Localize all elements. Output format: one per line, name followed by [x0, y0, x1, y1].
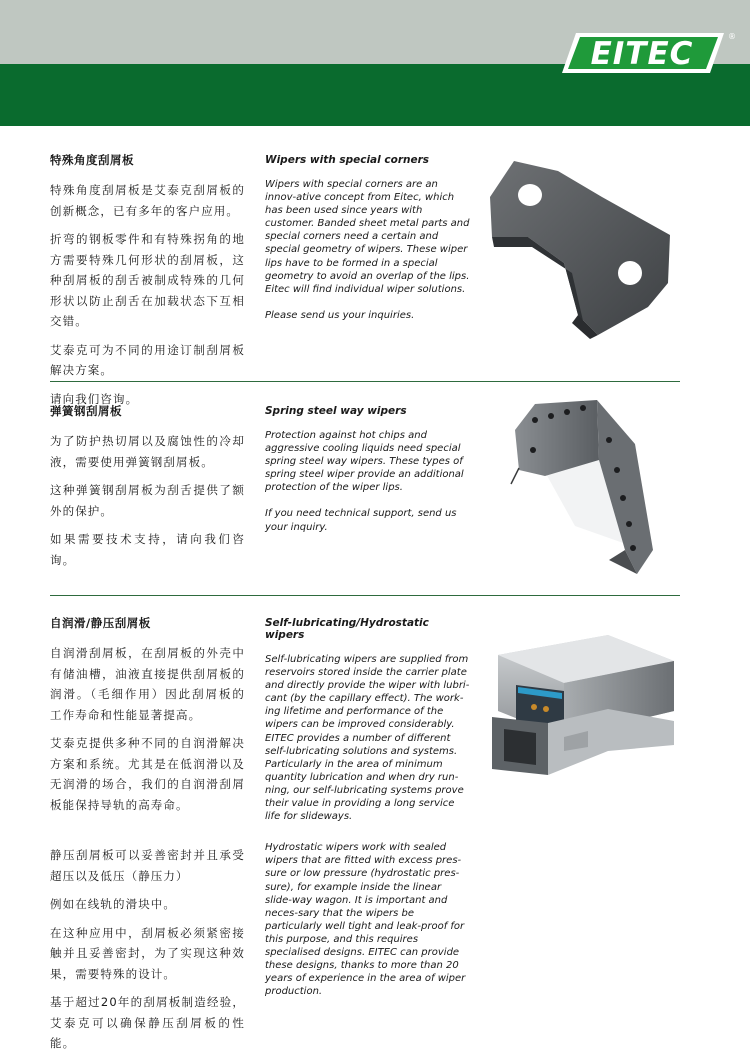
cn-paragraph: 艾泰克提供多种不同的自润滑解决方案和系统。尤其是在低润滑以及无润滑的场合，我们的自润滑刮屑板能保持导轨的高寿命。: [50, 736, 245, 812]
en-paragraph: Hydrostatic wipers work with sealed wipers that are fitted with excess pres-sure or low pressure (hydrostatic pres-sure), for example inside the linear slide-way wagon. It is important and neces-sary that the wipers be particularly well tight and leak-proof for this purpose, and this requires specialised designs. EITEC can provide these designs, thanks to more than 20 years of experience in the area of wiper production.: [265, 842, 466, 998]
cn-paragraph: 例如在线轨的滑块中。: [50, 897, 176, 911]
cn-paragraph: 如果需要技术支持，请向我们咨询。: [50, 532, 245, 567]
en-paragraph: If you need technical support, send us your inquiry.: [265, 508, 457, 533]
special-corner-wiper-image: [480, 155, 675, 350]
spring-steel-wiper-image: [505, 400, 665, 578]
en-section-title: Self-lubricating/Hydrostatic wipers: [265, 617, 429, 641]
cn-paragraph: 自润滑刮屑板，在刮屑板的外壳中有储油槽，油液直接提供刮屑板的润滑。（毛细作用）因此刮屑板的工作寿命和性能显著提高。: [50, 646, 245, 722]
section-divider: [50, 595, 680, 596]
cn-paragraph: 特殊角度刮屑板是艾泰克刮屑板的创新概念，已有多年的客户应用。: [50, 183, 245, 218]
cn-section-title: 弹簧钢刮屑板: [50, 404, 122, 418]
eitec-logo-text: EITEC: [590, 36, 694, 72]
en-paragraph: Protection against hot chips and aggressive cooling liquids need special spring steel way wipers. These types of spring steel wiper provide an additional protection of the wiper lips.: [265, 430, 464, 494]
en-paragraph: Self-lubricating wipers are supplied from reservoirs stored inside the carrier plate and directly provide the wiper with lubri-cant (by the capillary effect). The work-ing lifetime and performance of the wipers can be improved considerably. EITEC provides a number of different self-lubricating solutions and systems. Particularly in the area of minimum quantity lubrication and when dry run-ning, our self-lubricating systems prove their value in providing a long service life for slideways.: [265, 654, 470, 823]
en-section-title: Spring steel way wipers: [265, 405, 407, 417]
cn-paragraph: 为了防护热切屑以及腐蚀性的冷却液，需要使用弹簧钢刮屑板。: [50, 434, 245, 469]
eitec-logo: [558, 27, 734, 79]
cn-paragraph: 静压刮屑板可以妥善密封并且承受超压以及低压（静压力）: [50, 848, 245, 883]
en-column: [265, 154, 470, 335]
registered-mark: ®: [728, 32, 736, 41]
en-column: [265, 405, 470, 547]
cn-column: [50, 403, 245, 578]
cn-column: [50, 615, 245, 1062]
hydrostatic-wiper-image: [488, 625, 678, 775]
cn-section-title: 特殊角度刮屑板: [50, 153, 134, 167]
cn-column: [50, 152, 245, 417]
cn-paragraph: 请向我们咨询。: [50, 391, 139, 406]
cn-paragraph: 基于超过20年的刮屑板制造经验，艾泰克可以确保静压刮屑板的性能。: [50, 995, 245, 1050]
cn-section-title: 自润滑/静压刮屑板: [50, 616, 151, 630]
cn-paragraph: 这种弹簧钢刮屑板为刮舌提供了额外的保护。: [50, 483, 245, 518]
cn-paragraph: 艾泰克可为不同的用途订制刮屑板解决方案。: [50, 342, 245, 377]
cn-paragraph: 折弯的钢板零件和有特殊拐角的地方需要特殊几何形状的刮屑板，这种刮屑板的刮舌被制成特殊的几何形状以防止刮舌在加载状态下互相交错。: [50, 232, 245, 328]
en-paragraph: Wipers with special corners are an innov-ative concept from Eitec, which has been used since years with customer. Banded sheet metal parts and special corners need a certain and special geometry of wipers. These wiper lips have to be formed in a special geometry to avoid an overlap of the lips. Eitec will find individual wiper solutions.: [265, 179, 470, 295]
en-section-title: Wipers with special corners: [265, 154, 430, 166]
en-column: [265, 617, 470, 1011]
cn-paragraph: 在这种应用中，刮屑板必须紧密接触并且妥善密封，为了实现这种效果，需要特殊的设计。: [50, 925, 245, 981]
en-paragraph: Please send us your inquiries.: [265, 309, 415, 321]
section-divider: [50, 381, 680, 382]
